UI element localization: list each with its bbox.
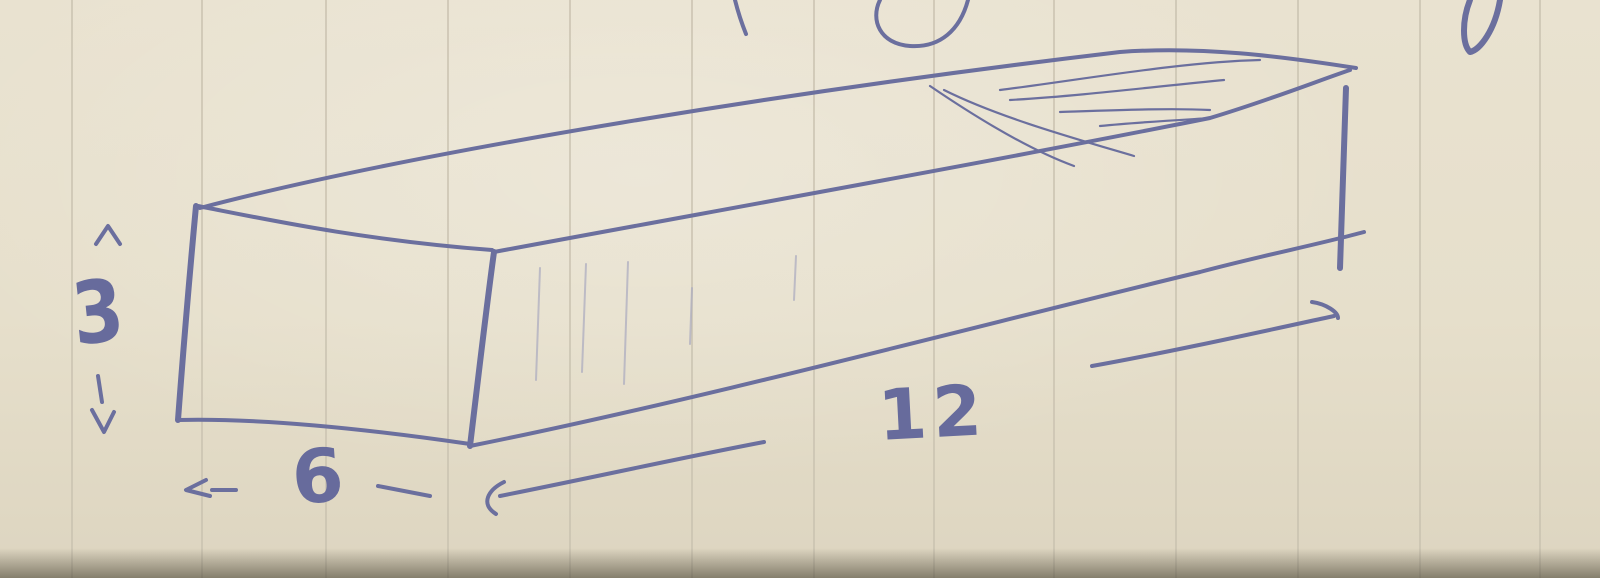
height-label: 3 [67, 260, 129, 366]
front-face-left-edge [178, 206, 196, 420]
top-scribble-left [735, 0, 746, 34]
top-face-back-edge [200, 50, 1356, 208]
hatching-strokes [930, 86, 1074, 166]
top-scribble-right [1464, 0, 1500, 52]
faint-marks [536, 268, 540, 380]
length-label: 12 [875, 369, 990, 457]
top-face-front-edge [494, 70, 1350, 252]
length-arrow-left [487, 442, 764, 514]
photo-edge-shadow [0, 548, 1600, 578]
width-label: 6 [289, 432, 347, 522]
height-arrow-up [96, 226, 120, 244]
length-arrow-right [1092, 302, 1338, 366]
front-face-right-edge [470, 252, 494, 446]
top-scribble-middle [876, 0, 968, 46]
height-arrow-down [92, 376, 114, 432]
width-arrow-right [378, 486, 430, 496]
front-face-top-edge [198, 206, 492, 250]
side-face-right-edge [1340, 88, 1346, 268]
width-arrow-left [186, 480, 236, 496]
